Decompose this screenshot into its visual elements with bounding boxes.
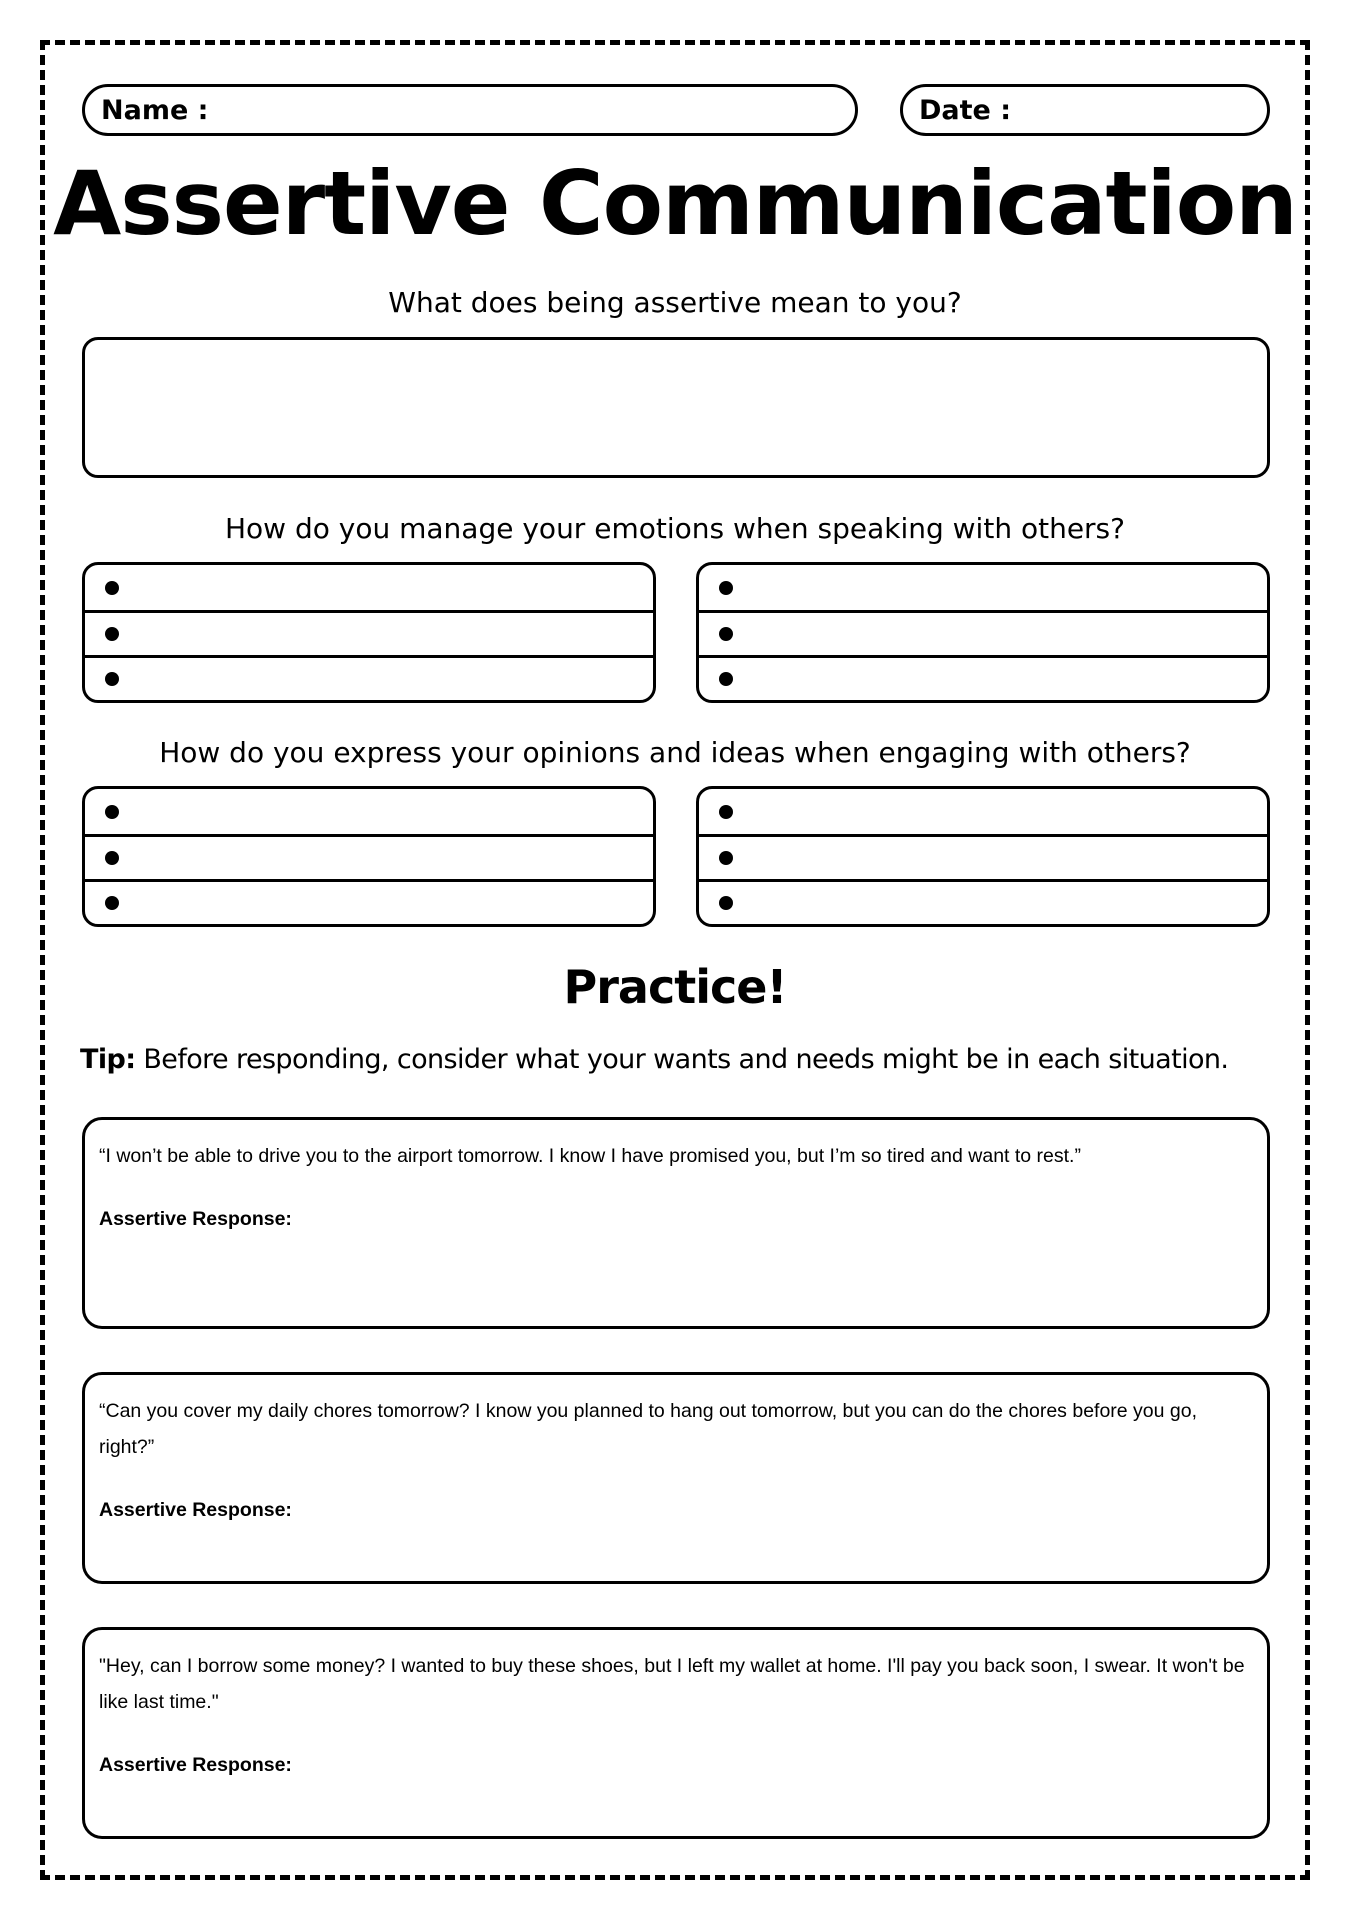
bullet-icon [719, 851, 733, 865]
scenario-quote: “I won’t be able to drive you to the airport tomorrow. I know I have promised you, but I’m so tired and want to rest.” [99, 1145, 1081, 1167]
question-manage-emotions: How do you manage your emotions when speaking with others? [224, 512, 1126, 545]
assertive-response-label: Assertive Response: [99, 1754, 292, 1776]
bullet-icon [719, 581, 733, 595]
tip-text [80, 1044, 1280, 1075]
name-label: Name : [101, 94, 209, 126]
tip-label: Tip: [80, 1044, 136, 1075]
practice-heading: Practice! [563, 960, 787, 1014]
list-row[interactable] [699, 610, 1267, 655]
scenario-card[interactable] [82, 1372, 1270, 1584]
tip-body: Before responding, consider what your wants and needs might be in each situation. [135, 1044, 1229, 1075]
assertive-response-label: Assertive Response: [99, 1208, 292, 1230]
date-field[interactable] [900, 84, 1270, 136]
list-row[interactable] [699, 834, 1267, 879]
question-express-opinions: How do you express your opinions and ideas when engaging with others? [159, 736, 1191, 769]
bullet-icon [719, 896, 733, 910]
bullet-icon [105, 672, 119, 686]
list-row[interactable] [85, 610, 653, 655]
opinions-list-right[interactable] [696, 786, 1270, 927]
list-row[interactable] [699, 879, 1267, 924]
list-row[interactable] [85, 879, 653, 924]
bullet-icon [719, 805, 733, 819]
list-row[interactable] [85, 655, 653, 700]
scenario-card[interactable] [82, 1117, 1270, 1329]
page-title: Assertive Communication [53, 152, 1297, 255]
scenario-card[interactable] [82, 1627, 1270, 1839]
list-row[interactable] [85, 565, 653, 610]
scenario-quote: "Hey, can I borrow some money? I wanted to buy these shoes, but I left my wallet at home. I'll pay you back soon, I swear. It won't be like last time." [99, 1655, 1245, 1713]
list-row[interactable] [699, 789, 1267, 834]
bullet-icon [105, 896, 119, 910]
emotions-list-left[interactable] [82, 562, 656, 703]
list-row[interactable] [85, 834, 653, 879]
date-label: Date : [919, 94, 1012, 126]
bullet-icon [105, 581, 119, 595]
answer-box-assertive-meaning[interactable] [82, 337, 1270, 478]
list-row[interactable] [699, 565, 1267, 610]
opinions-list-left[interactable] [82, 786, 656, 927]
bullet-icon [105, 851, 119, 865]
name-field[interactable] [82, 84, 858, 136]
bullet-icon [719, 627, 733, 641]
list-row[interactable] [699, 655, 1267, 700]
bullet-icon [719, 672, 733, 686]
bullet-icon [105, 805, 119, 819]
scenario-quote: “Can you cover my daily chores tomorrow? I know you planned to hang out tomorrow, but you can do the chores before you go, right?” [99, 1400, 1198, 1458]
question-assertive-meaning: What does being assertive mean to you? [388, 286, 962, 319]
emotions-list-right[interactable] [696, 562, 1270, 703]
list-row[interactable] [85, 789, 653, 834]
bullet-icon [105, 627, 119, 641]
assertive-response-label: Assertive Response: [99, 1499, 292, 1521]
